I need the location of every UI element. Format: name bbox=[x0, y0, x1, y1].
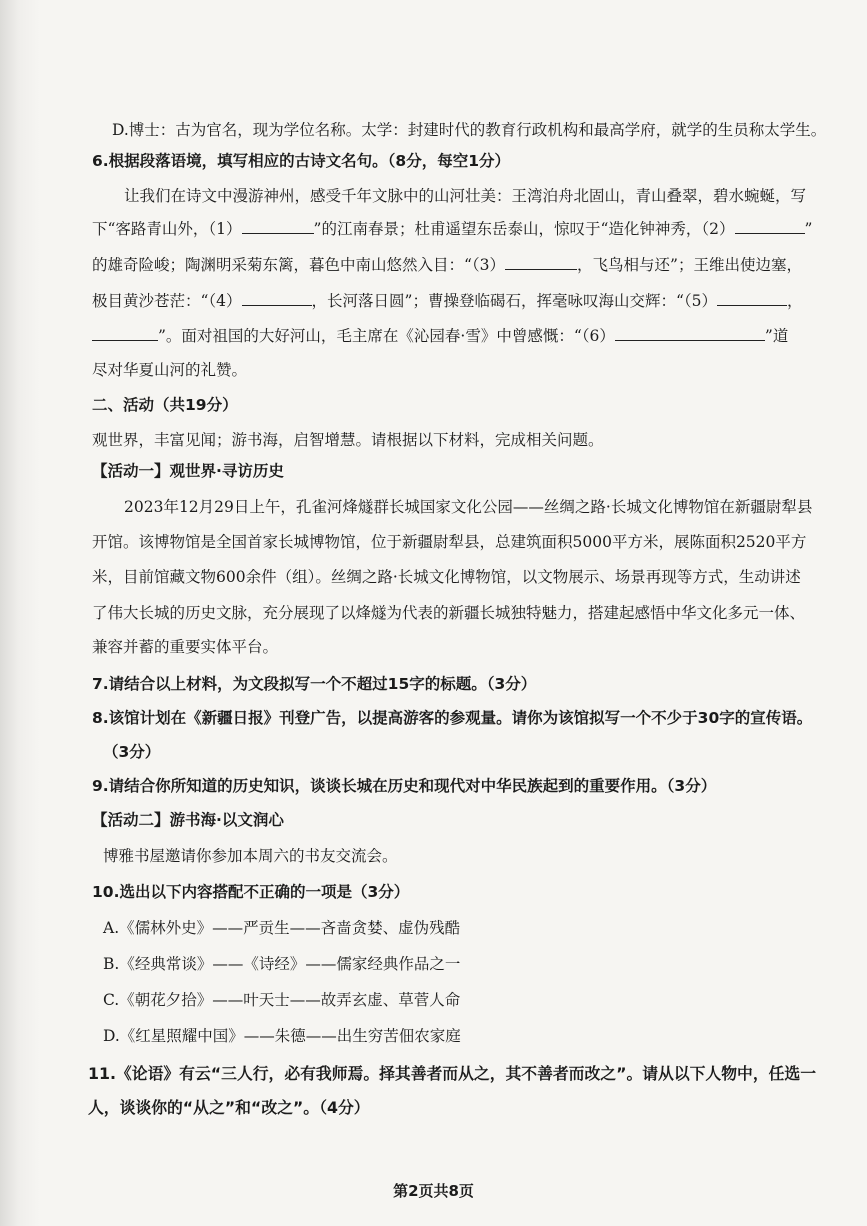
passage-text: 的雄奇险峻；陶渊明采菊东篱，暮色中南山悠然入目：“（3） bbox=[92, 256, 506, 274]
passage-line-4 bbox=[92, 290, 803, 312]
question-8: 8.该馆计划在《新疆日报》刊登广告，以提高游客的参观量。请你为该馆拟写一个不少于30字的宣传语。 bbox=[92, 709, 813, 727]
passage-text: 下“客路青山外，（1） bbox=[92, 220, 242, 238]
answer-blank-1[interactable] bbox=[242, 218, 314, 234]
activity-intro: 观世界，丰富见闻；游书海，启智增慧。请根据以下材料，完成相关问题。 bbox=[92, 431, 604, 449]
passage-text: ， bbox=[787, 292, 803, 310]
question-8-score: （3分） bbox=[103, 743, 161, 761]
activity-1-heading: 【活动一】观世界·寻访历史 bbox=[92, 462, 284, 480]
material-line-3: 米，目前馆藏文物600余件（组）。丝绸之路·长城文化博物馆，以文物展示、场景再现等方式，生动讲述 bbox=[92, 568, 801, 586]
passage-text: 极目黄沙苍茫：“（4） bbox=[92, 292, 242, 310]
section-heading-activity: 二、活动（共19分） bbox=[92, 396, 238, 414]
passage-line-1: 让我们在诗文中漫游神州，感受千年文脉中的山河壮美：王湾泊舟北固山，青山叠翠，碧水蜿蜒，写 bbox=[124, 187, 807, 205]
option-b[interactable]: B.《经典常谈》——《诗经》——儒家经典作品之一 bbox=[103, 955, 461, 973]
passage-text: ，长河落日圆”；曹操登临碣石，挥毫咏叹海山交辉：“（5） bbox=[311, 292, 718, 310]
page-number: 第2页共8页 bbox=[393, 1182, 474, 1200]
passage-text: ”道 bbox=[764, 327, 789, 345]
passage-line-2 bbox=[92, 218, 812, 240]
answer-blank-6[interactable] bbox=[615, 325, 765, 341]
question-6: 6.根据段落语境，填写相应的古诗文名句。（8分，每空1分） bbox=[92, 152, 510, 170]
passage-text: ” bbox=[804, 220, 813, 238]
answer-blank-4[interactable] bbox=[242, 290, 312, 306]
activity-2-intro: 博雅书屋邀请你参加本周六的书友交流会。 bbox=[103, 847, 398, 865]
question-10: 10.选出以下内容搭配不正确的一项是（3分） bbox=[92, 883, 410, 901]
passage-text: ”的江南春景；杜甫遥望东岳泰山，惊叹于“造化钟神秀，（2） bbox=[313, 220, 735, 238]
passage-line-5 bbox=[92, 325, 788, 347]
option-d[interactable]: D.《红星照耀中国》——朱德——出生穷苦佃农家庭 bbox=[103, 1027, 461, 1045]
material-line-2: 开馆。该博物馆是全国首家长城博物馆，位于新疆尉犁县，总建筑面积5000平方米，展陈面积2520平方 bbox=[92, 533, 807, 551]
passage-text: ”。面对祖国的大好河山，毛主席在《沁园春·雪》中曾感慨：“（6） bbox=[158, 327, 615, 345]
question-11: 11.《论语》有云“三人行，必有我师焉。择其善者而从之，其不善者而改之”。请从以下人物中，任选一 bbox=[88, 1064, 817, 1083]
passage-line-3 bbox=[92, 254, 802, 276]
material-line-1: 2023年12月29日上午，孔雀河烽燧群长城国家文化公园——丝绸之路·长城文化博物馆在新疆尉犁县 bbox=[124, 498, 813, 516]
question-7: 7.请结合以上材料，为文段拟写一个不超过15字的标题。（3分） bbox=[92, 675, 537, 693]
option-d-definition: D.博士：古为官名，现为学位名称。太学：封建时代的教育行政机构和最高学府，就学的生员称太学生。 bbox=[112, 121, 827, 139]
passage-text: ，飞鸟相与还”；王维出使边塞， bbox=[577, 256, 802, 274]
option-c[interactable]: C.《朝花夕拾》——叶天士——故弄玄虚、草菅人命 bbox=[103, 991, 461, 1009]
option-a[interactable]: A.《儒林外史》——严贡生——吝啬贪婪、虚伪残酷 bbox=[103, 919, 461, 937]
answer-blank-3[interactable] bbox=[505, 254, 577, 270]
activity-2-heading: 【活动二】游书海·以文润心 bbox=[92, 811, 284, 829]
question-11-cont: 人，谈谈你的“从之”和“改之”。（4分） bbox=[88, 1098, 370, 1117]
answer-blank-5a[interactable] bbox=[717, 290, 787, 306]
answer-blank-2[interactable] bbox=[735, 218, 805, 234]
answer-blank-5b[interactable] bbox=[92, 325, 158, 341]
material-line-5: 兼容并蓄的重要实体平台。 bbox=[92, 638, 279, 656]
question-9: 9.请结合你所知道的历史知识，谈谈长城在历史和现代对中华民族起到的重要作用。（3分） bbox=[92, 777, 717, 795]
material-line-4: 了伟大长城的历史文脉，充分展现了以烽燧为代表的新疆长城独特魅力，搭建起感悟中华文化多元一体、 bbox=[92, 604, 806, 622]
passage-line-6: 尽对华夏山河的礼赞。 bbox=[92, 361, 248, 379]
